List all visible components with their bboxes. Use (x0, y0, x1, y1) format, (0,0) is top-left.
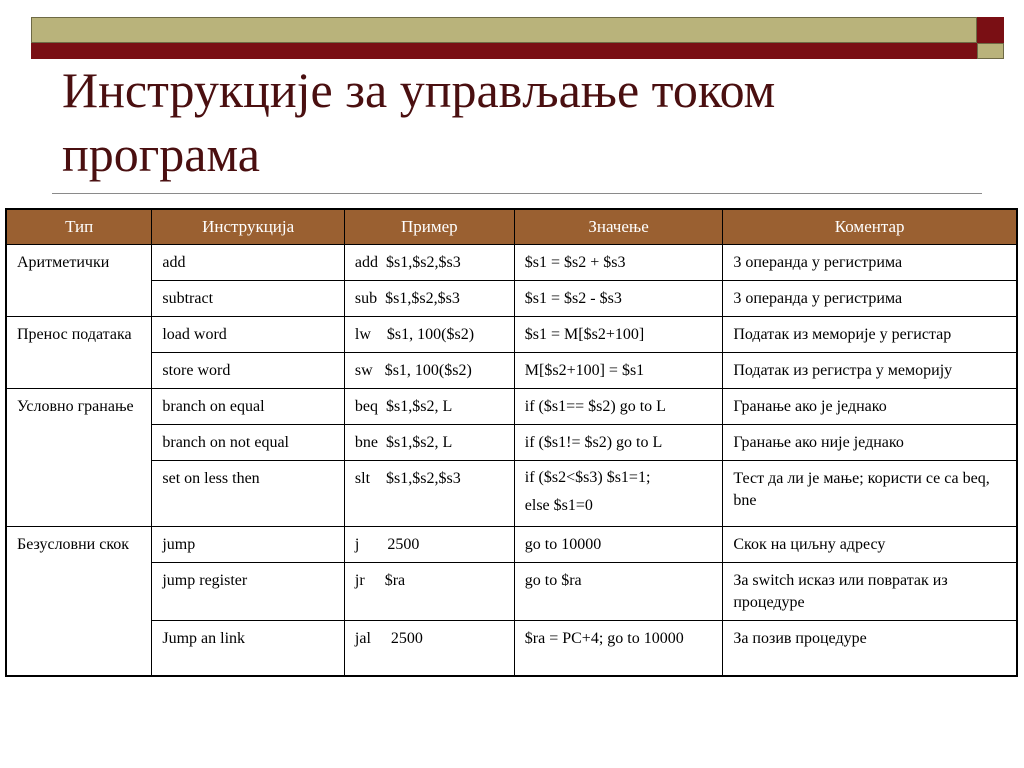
corner-square-red (977, 17, 1004, 43)
example-cell: lw $s1, 100($s2) (344, 316, 514, 352)
table-row (6, 460, 1017, 526)
meaning-cell: go to $ra (514, 562, 723, 620)
example-cell: add $s1,$s2,$s3 (344, 244, 514, 280)
comment-cell: Скок на циљну адресу (723, 526, 1017, 562)
table-header-row (6, 209, 1017, 244)
table-row (6, 316, 1017, 352)
type-cell: Условно гранање (6, 388, 152, 526)
meaning-cell: $s1 = M[$s2+100] (514, 316, 723, 352)
table-row (6, 352, 1017, 388)
comment-cell: Податак из меморије у регистар (723, 316, 1017, 352)
instruction-cell: set on less then (152, 460, 345, 526)
instruction-cell: Jump an link (152, 620, 345, 676)
meaning-cell: go to 10000 (514, 526, 723, 562)
type-cell: Аритметички (6, 244, 152, 316)
example-cell: sub $s1,$s2,$s3 (344, 280, 514, 316)
example-cell: j 2500 (344, 526, 514, 562)
instruction-cell: branch on equal (152, 388, 345, 424)
header-instruction: Инструкција (152, 209, 345, 244)
table-row (6, 388, 1017, 424)
instruction-cell: jump register (152, 562, 345, 620)
example-cell: slt $s1,$s2,$s3 (344, 460, 514, 526)
example-cell: beq $s1,$s2, L (344, 388, 514, 424)
example-cell: jal 2500 (344, 620, 514, 676)
comment-cell: Тест да ли је мање; користи се са beq, bne (723, 460, 1017, 526)
meaning-cell: M[$s2+100] = $s1 (514, 352, 723, 388)
meaning-cell: $ra = PC+4; go to 10000 (514, 620, 723, 676)
instruction-cell: subtract (152, 280, 345, 316)
instruction-cell: store word (152, 352, 345, 388)
table-row (6, 562, 1017, 620)
top-bar-red (31, 43, 977, 59)
meaning-cell (514, 460, 723, 526)
comment-cell: 3 операнда у регистрима (723, 280, 1017, 316)
comment-cell: Гранање ако није једнако (723, 424, 1017, 460)
instruction-cell: add (152, 244, 345, 280)
header-example: Пример (344, 209, 514, 244)
meaning-line-1: if ($s2<$s3) $s1=1; (524, 468, 651, 486)
meaning-cell: $s1 = $s2 - $s3 (514, 280, 723, 316)
table-row (6, 526, 1017, 562)
instruction-table (5, 208, 1018, 677)
title-divider (52, 193, 982, 194)
table-row (6, 280, 1017, 316)
header-comment: Коментар (723, 209, 1017, 244)
top-bar-olive (31, 17, 977, 43)
comment-cell: Гранање ако је једнако (723, 388, 1017, 424)
instruction-cell: load word (152, 316, 345, 352)
table-row (6, 244, 1017, 280)
comment-cell: За switch исказ или повратак из процедуре (723, 562, 1017, 620)
table-row (6, 424, 1017, 460)
type-cell: Безусловни скок (6, 526, 152, 676)
comment-cell: За позив процедуре (723, 620, 1017, 676)
meaning-cell: if ($s1== $s2) go to L (514, 388, 723, 424)
header-meaning: Значење (514, 209, 723, 244)
example-cell: bne $s1,$s2, L (344, 424, 514, 460)
example-cell: sw $s1, 100($s2) (344, 352, 514, 388)
comment-cell: 3 операнда у регистрима (723, 244, 1017, 280)
meaning-cell: if ($s1!= $s2) go to L (514, 424, 723, 460)
comment-cell: Податак из регистра у меморију (723, 352, 1017, 388)
slide-title: Инструкције за управљање током програма (62, 62, 776, 182)
instruction-cell: jump (152, 526, 345, 562)
example-cell: jr $ra (344, 562, 514, 620)
meaning-cell: $s1 = $s2 + $s3 (514, 244, 723, 280)
type-cell: Пренос података (6, 316, 152, 388)
table-row (6, 620, 1017, 676)
corner-square-olive (977, 43, 1004, 59)
header-type: Тип (6, 209, 152, 244)
instruction-cell: branch on not equal (152, 424, 345, 460)
meaning-line-2: else $s1=0 (524, 496, 593, 514)
